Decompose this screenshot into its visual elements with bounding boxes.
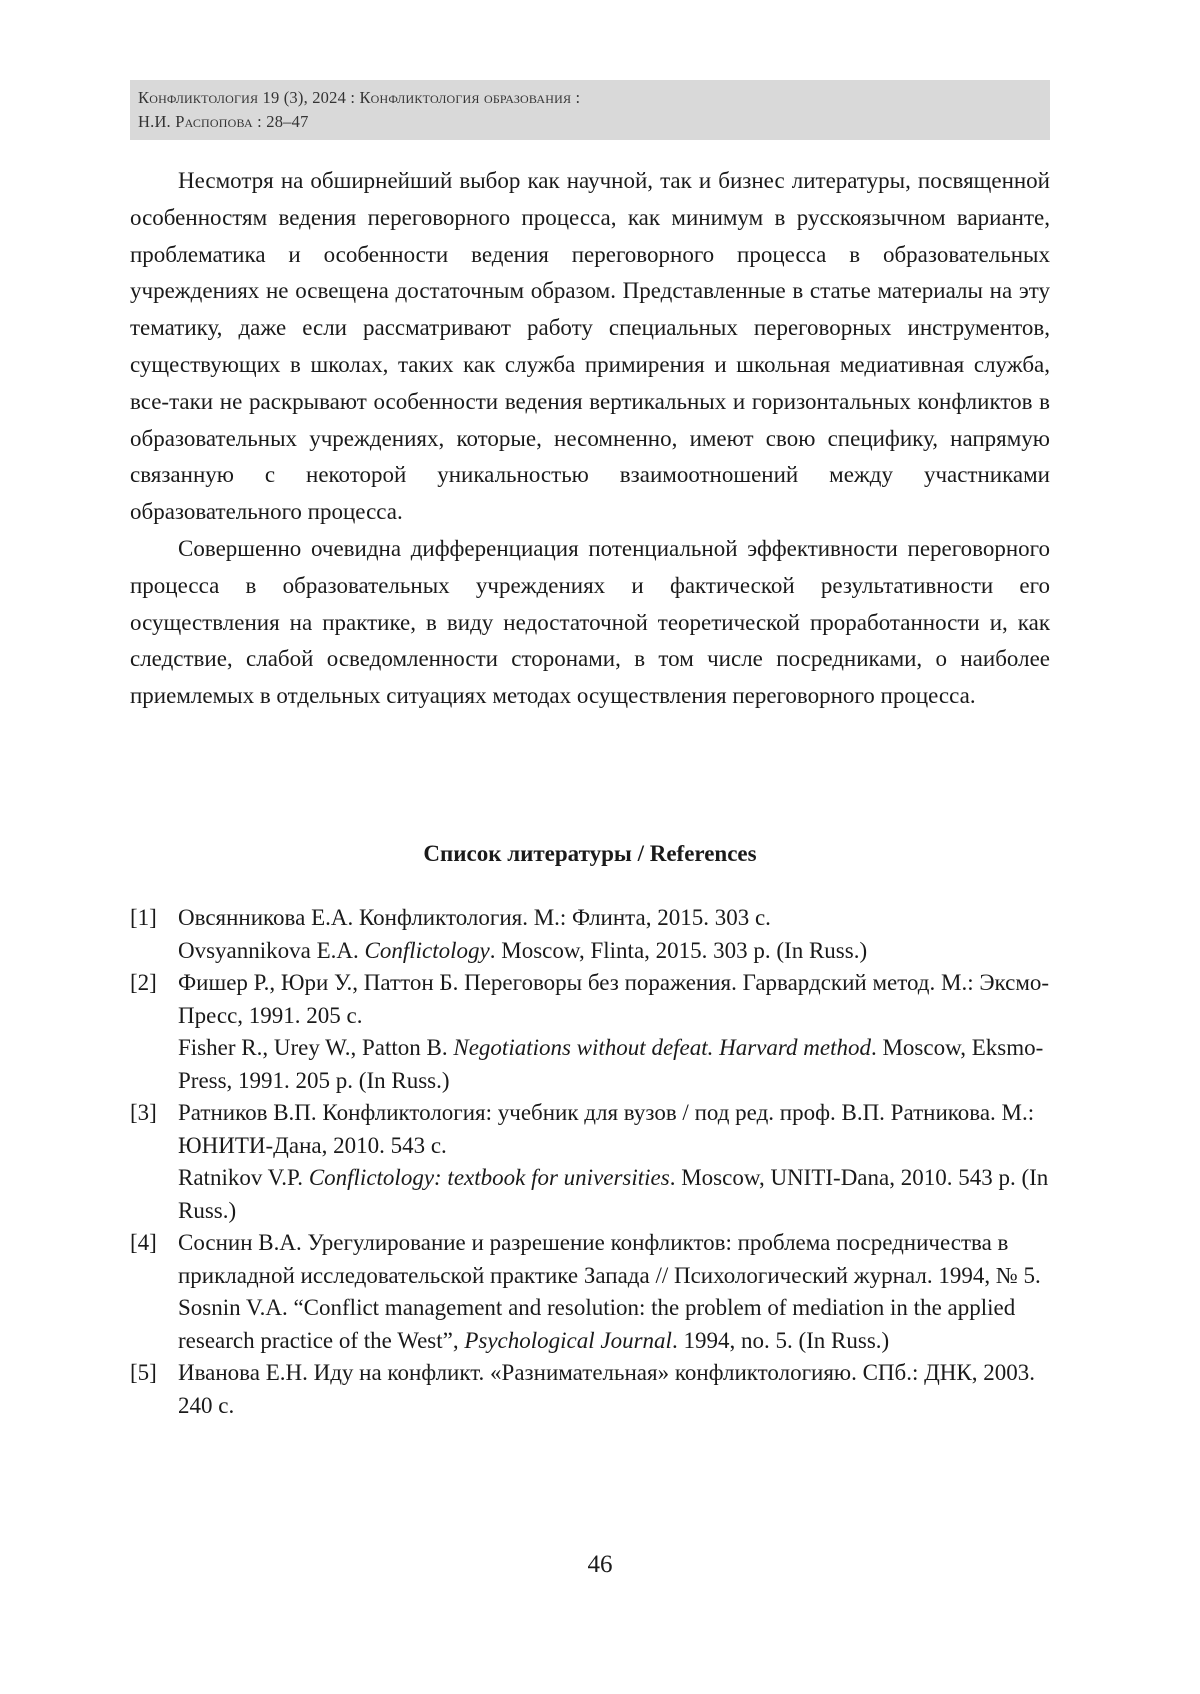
reference-number: [4]	[130, 1230, 157, 1255]
reference-item	[130, 967, 1050, 1097]
reference-english-text: Ovsyannikova E.A.	[178, 937, 365, 963]
article-body	[130, 163, 1050, 715]
reference-english	[178, 1032, 1050, 1097]
reference-english-title: Negotiations without defeat. Harvard method	[453, 1035, 871, 1060]
reference-item	[130, 1097, 1050, 1227]
page-number: 46	[587, 1551, 613, 1578]
reference-english-text: Fisher R., Urey W., Patton B.	[178, 1035, 454, 1060]
reference-english-details: . 1994, no. 5. (In Russ.)	[671, 1327, 890, 1353]
reference-english-details: . Moscow, Eksmo-Press, 1991. 205 p. (In Russ.)	[178, 1035, 1044, 1093]
reference-english	[178, 1292, 1050, 1357]
reference-russian: Ратников В.П. Конфликтология: учебник для вузов / под ред. проф. В.П. Ратникова. М.: ЮНИТИ-Дана, 2010. 543 с.	[178, 1100, 1035, 1158]
running-head-line-1: Конфликтология 19 (3), 2024 : Конфликтология образования :	[138, 88, 581, 107]
reference-number: [1]	[130, 905, 157, 930]
references-list	[130, 902, 1050, 1422]
reference-english-title: Conflictology: textbook for universities	[308, 1165, 670, 1190]
body-paragraph: Совершенно очевидна дифференциация потенциальной эффективности переговорного процесса в образовательных учреждениях и фактической результативности его осуществления на практике, в виду недостаточной теоретической проработанности и, как следствие, слабой осведомленности сторонами, в том числе посредниками, о наиболее приемлемых в отдельных ситуациях методах осуществления переговорного процесса.	[130, 535, 1050, 709]
reference-russian: Фишер Р., Юри У., Паттон Б. Переговоры без поражения. Гарвардский метод. М.: Эксмо-Пресс, 1991. 205 с.	[178, 970, 1050, 1028]
reference-english-title: Psychological Journal	[464, 1327, 672, 1353]
body-paragraph: Несмотря на обширнейший выбор как научной, так и бизнес литературы, посвященной особенностям ведения переговорного процесса, как минимум в русскоязычном варианте, проблематика и особенности ведения переговорного процесса в образовательных учреждениях не освещена достаточным образом. Представленные в статье материалы на эту тематику, даже если рассматривают работу специальных переговорных инструментов, существующих в школах, таких как служба примирения и школьная медиативная служба, все-таки не раскрывают особенности ведения вертикальных и горизонтальных конфликтов в образовательных учреждениях, которые, несомненно, имеют свою специфику, напрямую связанную с некоторой уникальностью взаимоотношений между участниками образовательного процесса.	[130, 168, 1050, 525]
reference-number: [2]	[130, 970, 157, 995]
references-title: Список литературы / References	[423, 841, 757, 866]
reference-english-details: . Moscow, Flinta, 2015. 303 p. (In Russ.)	[489, 937, 868, 963]
reference-item	[130, 902, 1050, 967]
reference-english-details: . Moscow, UNITI-Dana, 2010. 543 p. (In Russ.)	[178, 1165, 1049, 1223]
reference-number: [5]	[130, 1360, 157, 1385]
reference-english	[178, 935, 1050, 968]
reference-russian: Соснин В.А. Урегулирование и разрешение конфликтов: проблема посредничества в прикладной исследовательской практике Запада // Психологический журнал. 1994, № 5.	[178, 1230, 1041, 1288]
reference-english-title: Conflictology	[364, 937, 490, 963]
reference-english-text: Sosnin V.A. “Conflict management and resolution: the problem of mediation in the applied research practice of the West”,	[178, 1295, 1016, 1353]
reference-number: [3]	[130, 1100, 157, 1125]
reference-russian: Овсянникова Е.А. Конфликтология. М.: Флинта, 2015. 303 с.	[178, 905, 771, 930]
reference-russian: Иванова Е.Н. Иду на конфликт. «Разнимательная» конфликтологияю. СПб.: ДНК, 2003. 240 с.	[178, 1360, 1036, 1418]
reference-item	[130, 1227, 1050, 1357]
running-head-line-2: Н.И. Распопова : 28–47	[138, 112, 309, 131]
reference-item	[130, 1357, 1050, 1422]
reference-english-text: Ratnikov V.P.	[178, 1165, 309, 1190]
reference-english	[178, 1162, 1050, 1227]
running-head	[130, 80, 1050, 140]
